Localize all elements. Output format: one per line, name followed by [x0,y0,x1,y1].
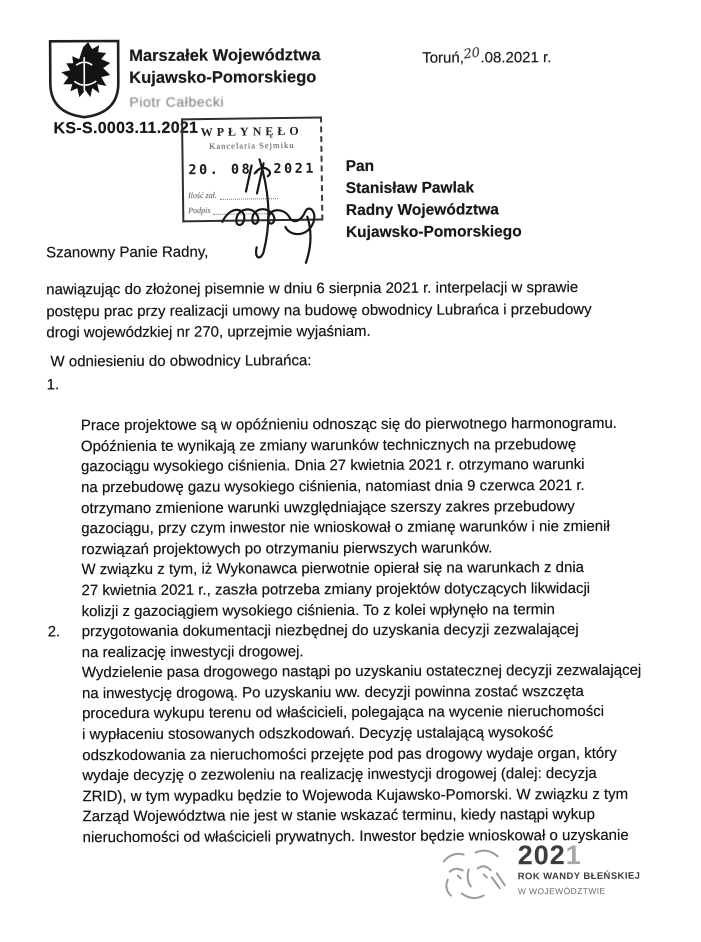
place-date-suffix: .08.2021 r. [480,49,552,67]
reference-number: KS-S.0003.11.2021 [53,119,199,138]
footer-logo-text [518,841,641,897]
list-item-2 [48,620,684,849]
list-item-1-text: Prace projektowe są w opóźnieniu odnosząc się do pierwotnego harmonogramu. Opóźnienia te wynikają ze zmiany warunków technicznych na przebudowę gazociągu wysokiego ciśnienia. Dnia 27 kwietnia 2021 r. otrzymano warunki na przebudowę gazu wysokiego ciśnienia, natomiast dnia 9 czerwca 2021 r. otrzymano zmienione warunki uwzględniające szerszy zakres przebudowy gazociągu, przy czym inwestor nie wnioskował o zmianę warunków i nie zmienił rozwiązań projektowych po otrzymaniu pierwszych warunków. W związku z tym, iż Wykonawca pierwotnie opierał się na warunkach z dnia 27 kwietnia 2021 r., zaszła potrzeba zmiany projektów dotyczących likwidacji kolizji z gazociągiem wysokiego ciśnienia. To z kolei wpłynęło na termin przygotowania dokumentacji niezbędnej do uzyskania decyzji zezwalającej na realizację inwestycji drogowej. [80,415,617,661]
stamp-subtitle: Kancelaria Sejmiku [209,139,295,151]
footer-year [518,841,641,870]
intro-paragraph: nawiązując do złożonej pisemnie w dniu 6 sierpnia 2021 r. interpelacji w sprawie postępu prac przy realizacji umowy na budowę obwodnicy Lubrańca i przebudowy drogi wojewódzkiej nr 270, uprzejmie wyjaśniam. [46,279,592,342]
footer-line2: W WOJEWÓDZTWIE [517,885,606,897]
list-item-2-text: Wydzielenie pasa drogowego nastąpi po uzyskaniu ostatecznej decyzji zezwalającej na inwestycję drogową. Po uzyskaniu ww. decyzji powinna zostać wszczęta procedura wykupu terenu od właścicieli, polegająca na wycenie nieruchomości i wypłaceniu stosowanych odszkodowań. Decyzję ustalającą wysokość odszkodowania za nieruchomości przejęte pod pas drogowy wydaje organ, który wydaje decyzję o zezwoleniu na realizację inwestycji drogowej (dalej: decyzja ZRID), w tym wypadku będzie to Wojewoda Kujawsko-Pomorski. W związku z tym Zarząd Województwa nie jest w stanie wskazać terminu, kiedy nastąpi wykup nieruchomości od właścicieli prywatnych. Inwestor będzie wnioskował o uzyskanie [81,661,642,847]
footer-year-light: 1 [565,839,582,871]
coat-of-arms-icon [46,37,122,121]
footer-year-bold: 202 [517,840,566,871]
place-date [422,45,552,67]
stamp-attachments-label: Ilość zał. [187,190,217,201]
stamp-date: 20. 08. 2021 [188,160,317,179]
stamp-title: WPŁYNĘŁO [200,123,303,140]
sender-block [129,44,321,110]
footer-line1: ROK WANDY BŁEŃSKIEJ [517,870,641,883]
portrait-sketch-icon [434,845,514,907]
sender-title-line2: Kujawsko-Pomorskiego [129,68,317,87]
section-heading: W odniesieniu do obwodnicy Lubrańca: [50,352,312,371]
recipient-block: Pan Stanisław Pawlak Radny Województwa Kujawsko-Pomorskiego [345,157,522,242]
stamp-signature-label: Podpis [188,205,211,216]
handwritten-signature-icon [206,154,368,286]
list-item-2-number: 2. [47,623,61,641]
list-item-1-number: 1. [46,376,60,394]
sender-name: Piotr Całbecki [129,93,225,110]
receipt-stamp [181,117,323,223]
sender-title-line1: Marszałek Województwa [129,46,321,65]
salutation: Szanowny Panie Radny, [46,243,209,262]
handwritten-day: 20 [462,45,481,63]
place-date-prefix: Toruń, [422,49,464,67]
